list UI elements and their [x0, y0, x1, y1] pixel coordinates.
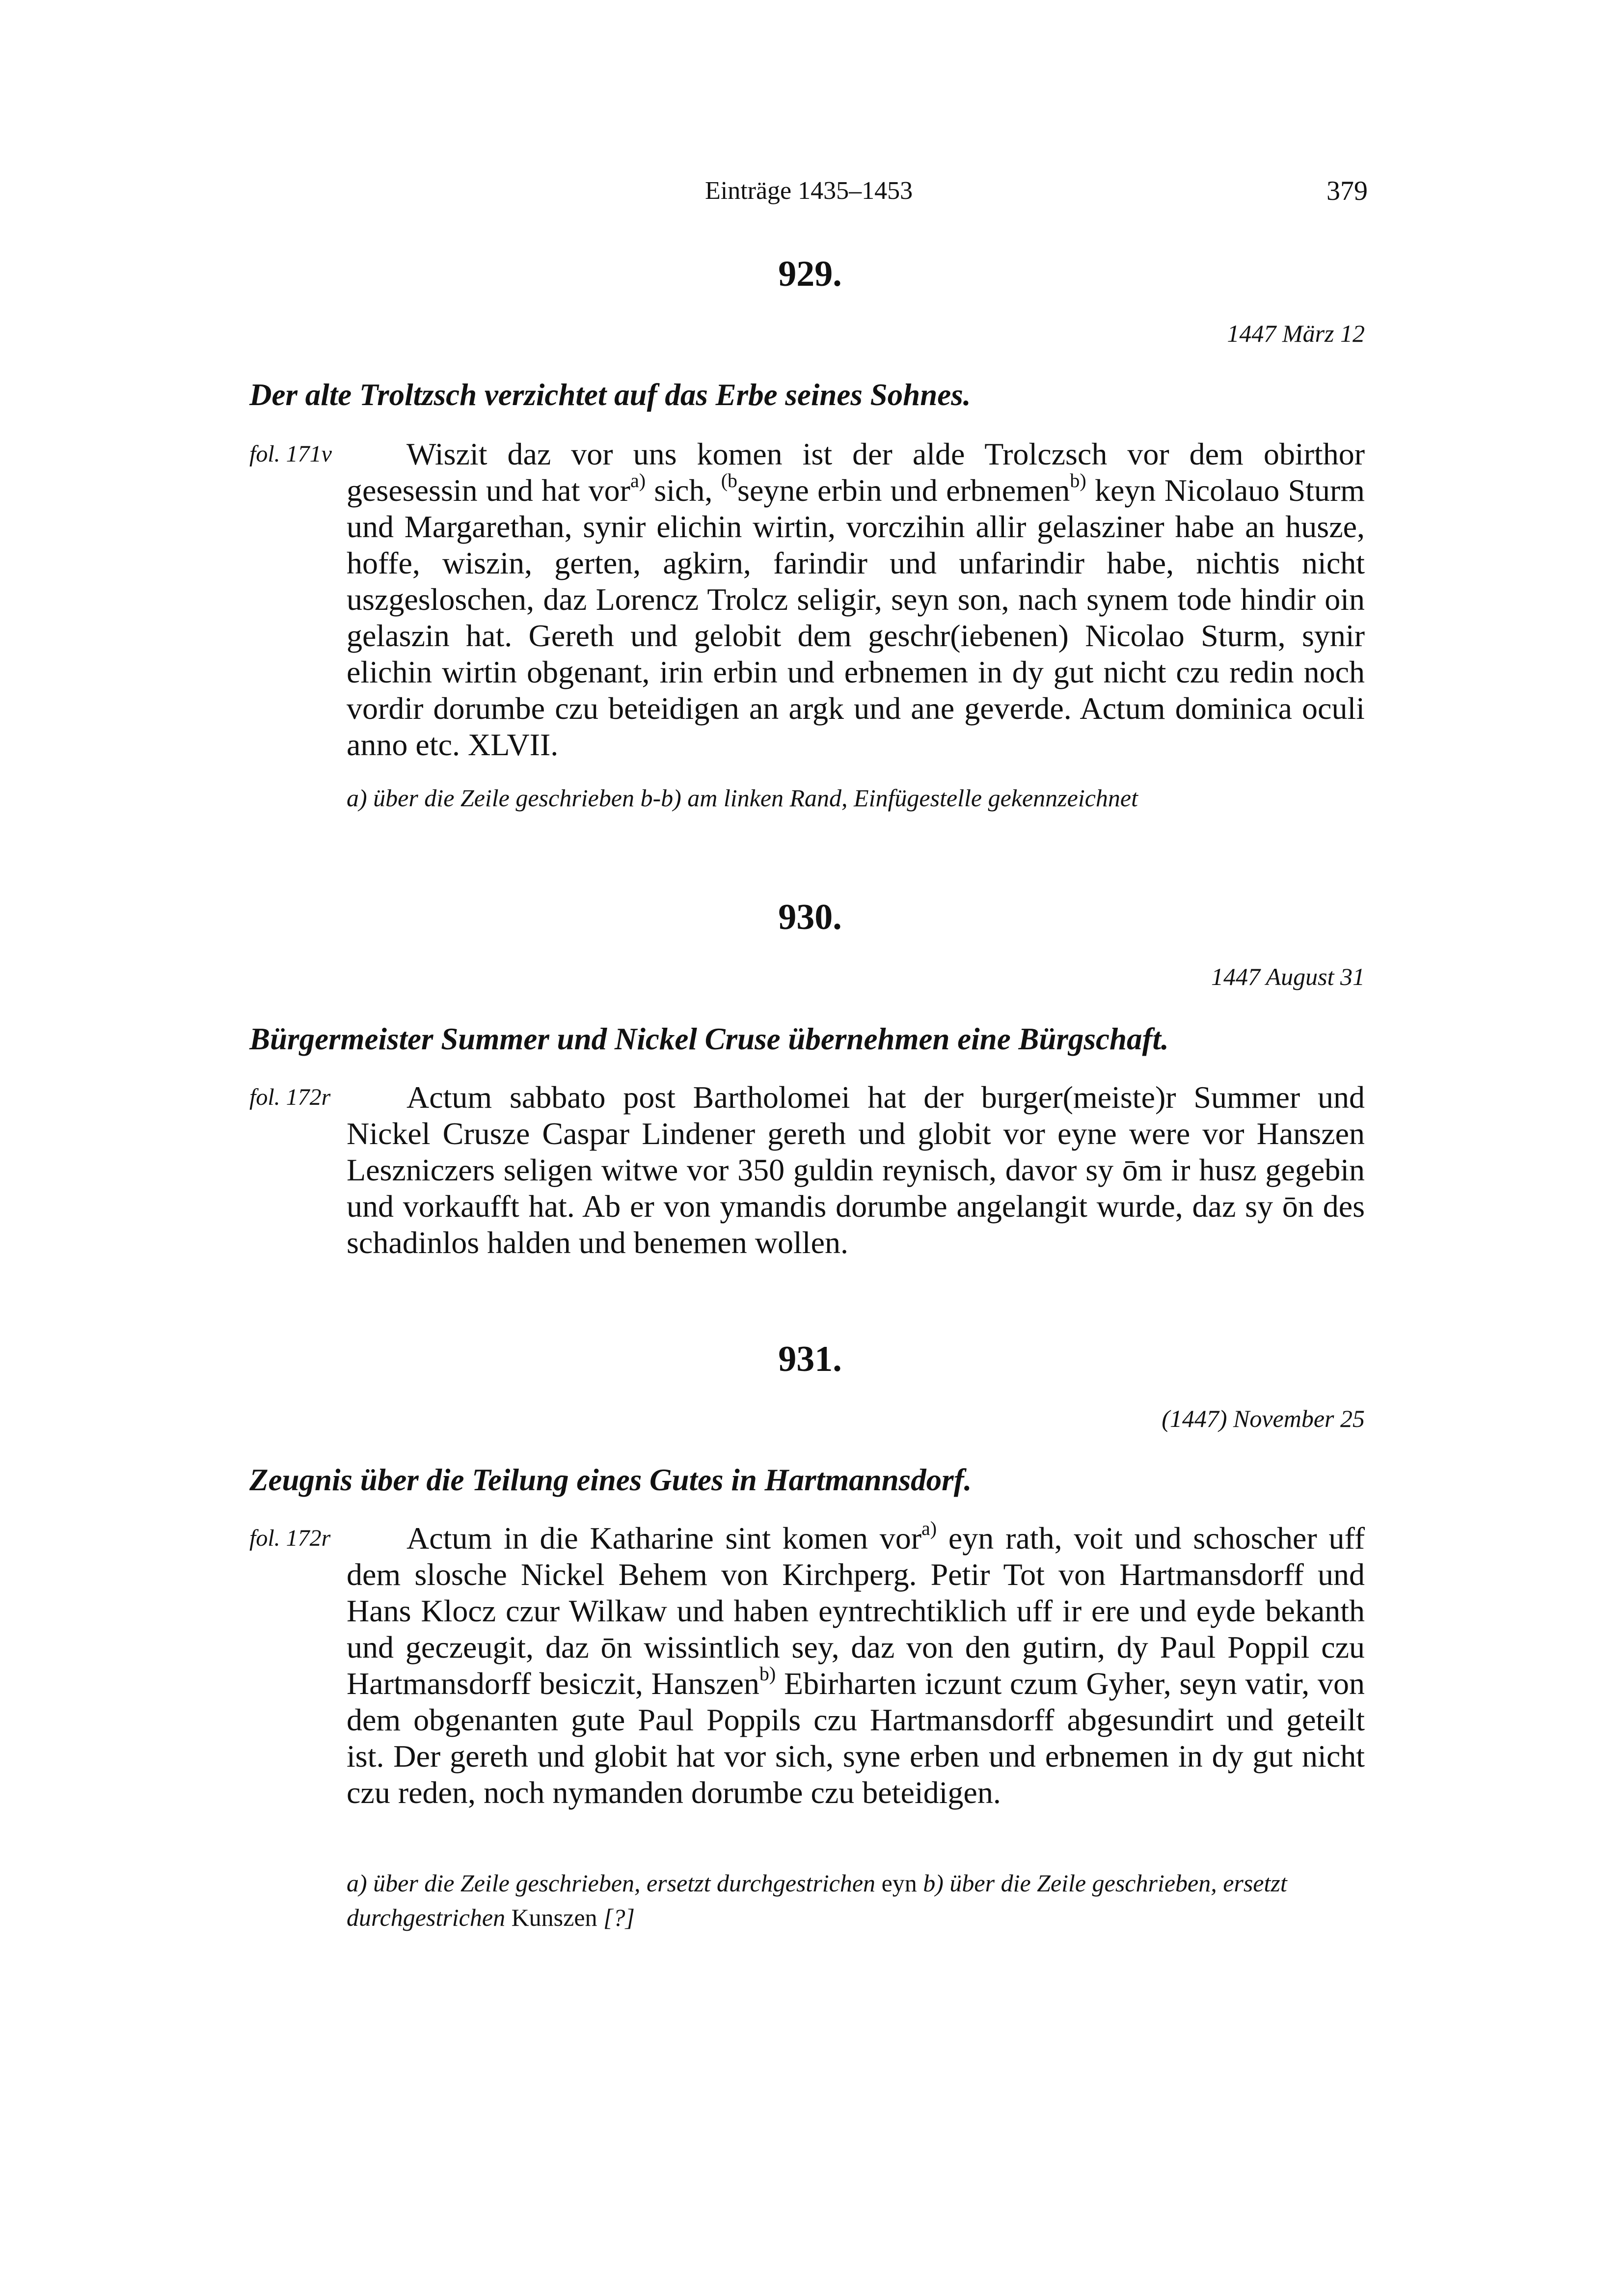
entry-date-931: (1447) November 25 — [1162, 1405, 1365, 1432]
entry-text-931: Actum in die Katharine sint komen vor$^{a)}$ eyn rath, voit und schoscher uff dem slosche Nickel Behem von Kirchperg. Petir Tot von Hartmansdorff und Hans Klocz czur Wilkaw und haben eyntrechtiklich uff ir ere und eyde bekanth und geczeugit, daz ōn wissintlich sey, daz von den gutirn, dy Paul Poppil czu Hartmansdorff besiczit, Hanszen$^{b)}$ Ebirharten iczunt czum Gyher, seyn vatir, von dem obgenanten gute Paul Poppils czu Hartmansdorff abgesundirt und geteilt ist. Der gereth und globit hat vor sich, syne erben und erbnemen in dy gut nicht czu reden, noch nymanden dorumbe czu beteidigen. — [347, 1517, 1365, 1810]
entry-title-931: Zeugnis über die Teilung eines Gutes in Hartmannsdorf. — [249, 1463, 972, 1497]
folio-930: fol. 172r — [249, 1084, 331, 1110]
entry-number-929: 929. — [778, 254, 842, 294]
entry-number-930: 930. — [778, 897, 842, 937]
entry-date-929: 1447 März 12 — [1227, 320, 1365, 347]
entry-text-930: Actum sabbato post Bartholomei hat der burger(meiste)r Summer und Nickel Crusze Caspar Lindener gereth und globit vor eyne were vor Hanszen Leszniczers seligen witwe vor 350 guldin reynisch, davor sy ōm ir husz gegebin und vorkaufft hat. Ab er von ymandis dorumbe angelangit wurde, daz sy ōn des schadinlos halden und benemen wollen. — [347, 1080, 1365, 1260]
folio-931: fol. 172r — [249, 1525, 331, 1551]
running-title: Einträge 1435–1453 — [705, 177, 913, 205]
footnote-marker-a: a) — [921, 1517, 937, 1539]
footnote-marker-b-open: (b — [721, 469, 738, 492]
footnote-marker-b-close: b) — [1070, 469, 1086, 492]
footnotes-931: a) über die Zeile geschrieben, ersetzt durchgestrichen eyn b) über die Zeile geschrieben, ersetzt durchgestrichen Kunszen [?] — [347, 1869, 1287, 1931]
entry-text-929: Wiszit daz vor uns komen ist der alde Trolczsch vor dem obirthor gesesessin und hat vor$^{a)}$ sich, $^{(b}$seyne erbin und erbnemen$^{b)}$ keyn Nicolauo Sturm und Margarethan, synir elichin wirtin, vorczihin allir gelasziner habe an husze, hoffe, wiszin, gerten, agkirn, farindir und unfarindir habe, nichtis nicht uszgesloschen, daz Lorencz Trolcz seligir, seyn son, nach synem tode hindir oin gelaszin hat. Gereth und gelobit dem geschr(iebenen) Nicolao Sturm, synir elichin wirtin obgenant, irin erbin und erbnemen in dy gut nicht czu redin noch vordir dorumbe czu beteidigen an argk und ane geverde. Actum dominica oculi anno etc. XLVII. — [347, 437, 1365, 762]
entry-title-929: Der alte Troltzsch verzichtet auf das Erbe seines Sohnes. — [249, 378, 971, 412]
entry-date-930: 1447 August 31 — [1211, 963, 1365, 990]
footnotes-929: a) über die Zeile geschrieben b-b) am linken Rand, Einfügestelle gekennzeichnet — [347, 784, 1138, 812]
footnote-marker-a: a) — [630, 469, 646, 492]
folio-929: fol. 171v — [249, 441, 332, 467]
footnote-marker-b: b) — [759, 1663, 776, 1685]
entry-title-930: Bürgermeister Summer und Nickel Cruse übernehmen eine Bürgschaft. — [249, 1022, 1169, 1056]
page-number: 379 — [1326, 176, 1368, 206]
entry-number-931: 931. — [778, 1339, 842, 1379]
